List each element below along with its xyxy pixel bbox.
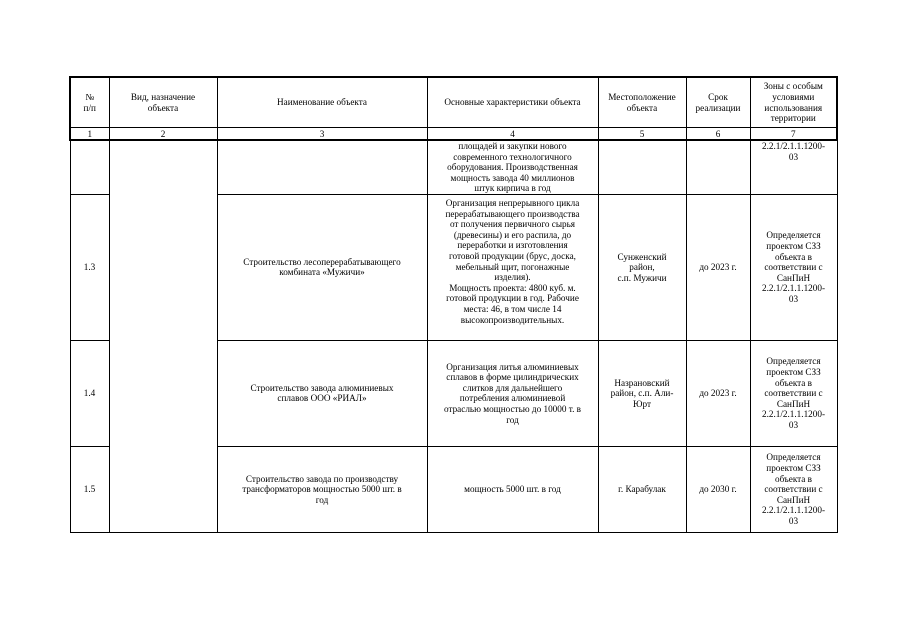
header-characteristics: Основные характеристики объекта xyxy=(427,77,598,128)
header-term: Срок реализации xyxy=(686,77,750,128)
column-number: 2 xyxy=(109,128,217,141)
row-number: 1.5 xyxy=(70,446,109,532)
column-number: 6 xyxy=(686,128,750,141)
object-location: Сунженский район, с.п. Мужичи xyxy=(598,194,686,340)
object-characteristics: мощность 5000 шт. в год xyxy=(427,446,598,532)
object-term: до 2030 г. xyxy=(686,446,750,532)
object-type-cell xyxy=(109,140,217,532)
column-number: 7 xyxy=(750,128,837,141)
object-name: Строительство лесоперерабатывающего комбината «Мужичи» xyxy=(217,194,427,340)
row-number: 1.4 xyxy=(70,340,109,446)
object-characteristics: Организация литья алюминиевых сплавов в форме цилиндрических слитков для дальнейшего потребления алюминиевой отраслью мощностью до 10000 т. в год xyxy=(427,340,598,446)
object-name: Строительство завода алюминиевых сплавов ООО «РИАЛ» xyxy=(217,340,427,446)
object-location: г. Карабулак xyxy=(598,446,686,532)
object-zones: Определяется проектом СЗЗ объекта в соответствии с СанПиН 2.2.1/2.1.1.1200- 03 xyxy=(750,194,837,340)
header-name: Наименование объекта xyxy=(217,77,427,128)
object-characteristics: Организация непрерывного цикла перерабатывающего производства от получения первичного сырья (древесины) и его распила, до переработки и изготовления готовой продукции (брус, доска, мебельный щит, погонажные изделия). Мощность проекта: 4800 куб. м. готовой продукции в год. Рабочие места: 46, в том числе 14 высокопроизводительных. xyxy=(427,194,598,340)
header-location: Местоположение объекта xyxy=(598,77,686,128)
object-zones: Определяется проектом СЗЗ объекта в соответствии с СанПиН 2.2.1/2.1.1.1200- 03 xyxy=(750,446,837,532)
object-term: до 2023 г. xyxy=(686,340,750,446)
row-number: 1.3 xyxy=(70,194,109,340)
object-name xyxy=(217,140,427,194)
object-location: Назрановский район, с.п. Али- Юрт xyxy=(598,340,686,446)
object-term: до 2023 г. xyxy=(686,194,750,340)
column-number: 1 xyxy=(70,128,109,141)
table-row xyxy=(70,140,837,194)
column-number: 4 xyxy=(427,128,598,141)
object-name: Строительство завода по производству трансформаторов мощностью 5000 шт. в год xyxy=(217,446,427,532)
header-type: Вид, назначение объекта xyxy=(109,77,217,128)
column-numbers-row xyxy=(70,128,837,141)
objects-table xyxy=(69,76,838,533)
object-zones: 2.2.1/2.1.1.1200- 03 xyxy=(750,140,837,194)
object-location xyxy=(598,140,686,194)
object-term xyxy=(686,140,750,194)
object-characteristics: площадей и закупки нового современного технологичного оборудования. Производственная мощность завода 40 миллионов штук кирпича в год xyxy=(427,140,598,194)
column-number: 5 xyxy=(598,128,686,141)
row-number xyxy=(70,140,109,194)
table-header-row xyxy=(70,77,837,128)
object-zones: Определяется проектом СЗЗ объекта в соответствии с СанПиН 2.2.1/2.1.1.1200- 03 xyxy=(750,340,837,446)
column-number: 3 xyxy=(217,128,427,141)
header-number: № п/п xyxy=(70,77,109,128)
header-zones: Зоны с особым условиями использования территории xyxy=(750,77,837,128)
